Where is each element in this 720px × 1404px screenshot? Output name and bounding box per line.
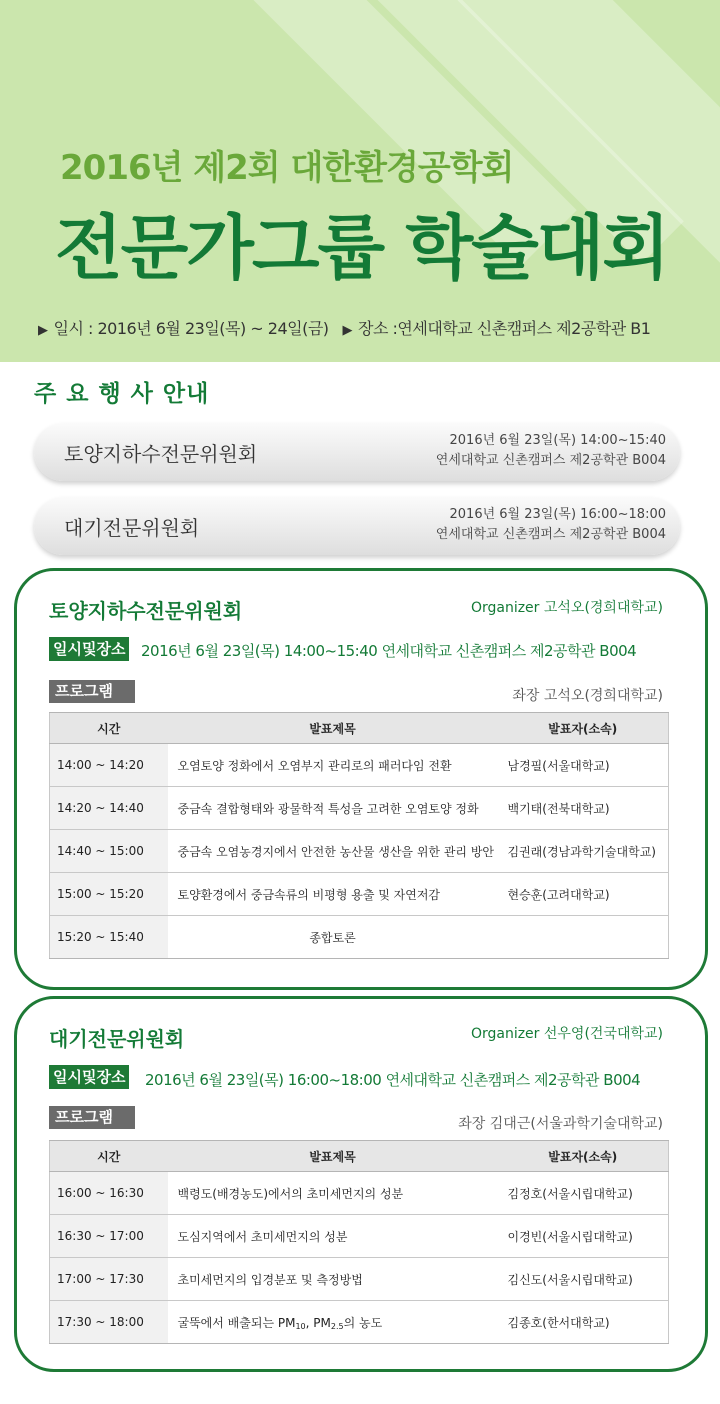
topic-text: 의 농도 <box>343 1315 383 1330</box>
row-speaker: 김종호(한서대학교) <box>498 1301 669 1344</box>
row-topic: 오염토양 정화에서 오염부지 관리로의 패러다임 전환 <box>168 744 498 787</box>
row-topic: 중금속 결합형태와 광물학적 특성을 고려한 오염토양 정화 <box>168 787 498 830</box>
table-row <box>50 830 669 873</box>
table-row <box>50 787 669 830</box>
summary-datetime: 2016년 6월 23일(목) 16:00~18:00 <box>449 507 666 522</box>
table-row <box>50 1215 669 1258</box>
program-tag: 프로그램 <box>49 680 135 703</box>
row-topic <box>168 1301 498 1344</box>
event-subtitle: 2016년 제2회 대한환경공학회 <box>60 148 514 188</box>
row-speaker: 김권래(경남과학기술대학교) <box>498 830 669 873</box>
summary-datetime: 2016년 6월 23일(목) 14:00~15:40 <box>449 433 666 448</box>
row-speaker: 김신도(서울시립대학교) <box>498 1258 669 1301</box>
topic-text: , PM <box>305 1315 331 1330</box>
table-header-row <box>50 1141 669 1172</box>
row-topic: 도심지역에서 초미세먼지의 성분 <box>168 1215 498 1258</box>
row-topic: 종합토론 <box>168 916 498 959</box>
session-title: 대기전문위원회 <box>49 1027 185 1051</box>
session-chair: 좌장 고석오(경희대학교) <box>512 688 663 704</box>
header-banner <box>0 0 720 362</box>
program-table <box>49 1140 669 1344</box>
event-venue: 장소 :연세대학교 신촌캠퍼스 제2공학관 B1 <box>358 319 651 338</box>
row-time: 17:30 ~ 18:00 <box>50 1301 168 1344</box>
summary-name: 토양지하수전문위원회 <box>64 442 258 466</box>
row-topic: 백령도(배경농도)에서의 초미세먼지의 성분 <box>168 1172 498 1215</box>
subscript: 2.5 <box>330 1321 344 1331</box>
datetime-place-tag: 일시및장소 <box>49 637 129 661</box>
session-info: 2016년 6월 23일(목) 14:00~15:40 연세대학교 신촌캠퍼스 제2공학관 B004 <box>141 642 637 660</box>
row-topic: 중금속 오염농경지에서 안전한 농산물 생산을 위한 관리 방안 <box>168 830 498 873</box>
table-row <box>50 916 669 959</box>
row-speaker: 백기태(전북대학교) <box>498 787 669 830</box>
event-info <box>38 316 650 339</box>
row-topic: 토양환경에서 중금속류의 비평형 용출 및 자연저감 <box>168 873 498 916</box>
program-table <box>49 712 669 959</box>
row-time: 14:40 ~ 15:00 <box>50 830 168 873</box>
row-time: 17:00 ~ 17:30 <box>50 1258 168 1301</box>
row-topic: 초미세먼지의 입경분포 및 측정방법 <box>168 1258 498 1301</box>
column-header-topic: 발표제목 <box>168 713 498 744</box>
column-header-time: 시간 <box>50 713 168 744</box>
summary-info <box>436 431 666 471</box>
row-time: 16:00 ~ 16:30 <box>50 1172 168 1215</box>
event-date: 일시 : 2016년 6월 23일(목) ~ 24일(금) <box>53 319 329 338</box>
table-row <box>50 744 669 787</box>
summary-card-air[interactable] <box>34 497 680 555</box>
column-header-speaker: 발표자(소속) <box>498 1141 669 1172</box>
row-time: 15:00 ~ 15:20 <box>50 873 168 916</box>
session-box-air <box>14 996 708 1372</box>
row-speaker: 김정호(서울시립대학교) <box>498 1172 669 1215</box>
session-title: 토양지하수전문위원회 <box>49 599 243 623</box>
datetime-place-tag: 일시및장소 <box>49 1065 129 1089</box>
summary-info <box>436 505 666 545</box>
row-speaker <box>498 916 669 959</box>
table-row <box>50 1172 669 1215</box>
triangle-right-icon: ▶ <box>38 323 48 338</box>
row-speaker: 남경필(서울대학교) <box>498 744 669 787</box>
session-info: 2016년 6월 23일(목) 16:00~18:00 연세대학교 신촌캠퍼스 제2공학관 B004 <box>145 1071 641 1089</box>
table-row <box>50 1258 669 1301</box>
triangle-right-icon: ▶ <box>342 323 353 338</box>
row-time: 14:00 ~ 14:20 <box>50 744 168 787</box>
session-chair: 좌장 김대근(서울과학기술대학교) <box>458 1116 663 1132</box>
row-speaker: 현승훈(고려대학교) <box>498 873 669 916</box>
table-row <box>50 1301 669 1344</box>
row-time: 16:30 ~ 17:00 <box>50 1215 168 1258</box>
topic-text: 굴뚝에서 배출되는 PM <box>177 1315 296 1330</box>
column-header-topic: 발표제목 <box>168 1141 498 1172</box>
session-organizer: Organizer 선우영(건국대학교) <box>470 1026 663 1042</box>
subscript: 10 <box>295 1321 306 1331</box>
summary-place: 연세대학교 신촌캠퍼스 제2공학관 B004 <box>435 527 666 542</box>
program-tag: 프로그램 <box>49 1106 135 1129</box>
row-speaker: 이경빈(서울시립대학교) <box>498 1215 669 1258</box>
session-organizer: Organizer 고석오(경희대학교) <box>470 600 663 616</box>
table-header-row <box>50 713 669 744</box>
summary-card-soil[interactable] <box>34 423 680 481</box>
row-time: 15:20 ~ 15:40 <box>50 916 168 959</box>
summary-name: 대기전문위원회 <box>64 516 200 540</box>
session-box-soil <box>14 568 708 990</box>
row-time: 14:20 ~ 14:40 <box>50 787 168 830</box>
column-header-speaker: 발표자(소속) <box>498 713 669 744</box>
column-header-time: 시간 <box>50 1141 168 1172</box>
summary-place: 연세대학교 신촌캠퍼스 제2공학관 B004 <box>435 453 666 468</box>
section-title: 주 요 행 사 안내 <box>34 381 210 407</box>
event-title: 전문가그룹 학술대회 <box>55 207 668 289</box>
table-row <box>50 873 669 916</box>
